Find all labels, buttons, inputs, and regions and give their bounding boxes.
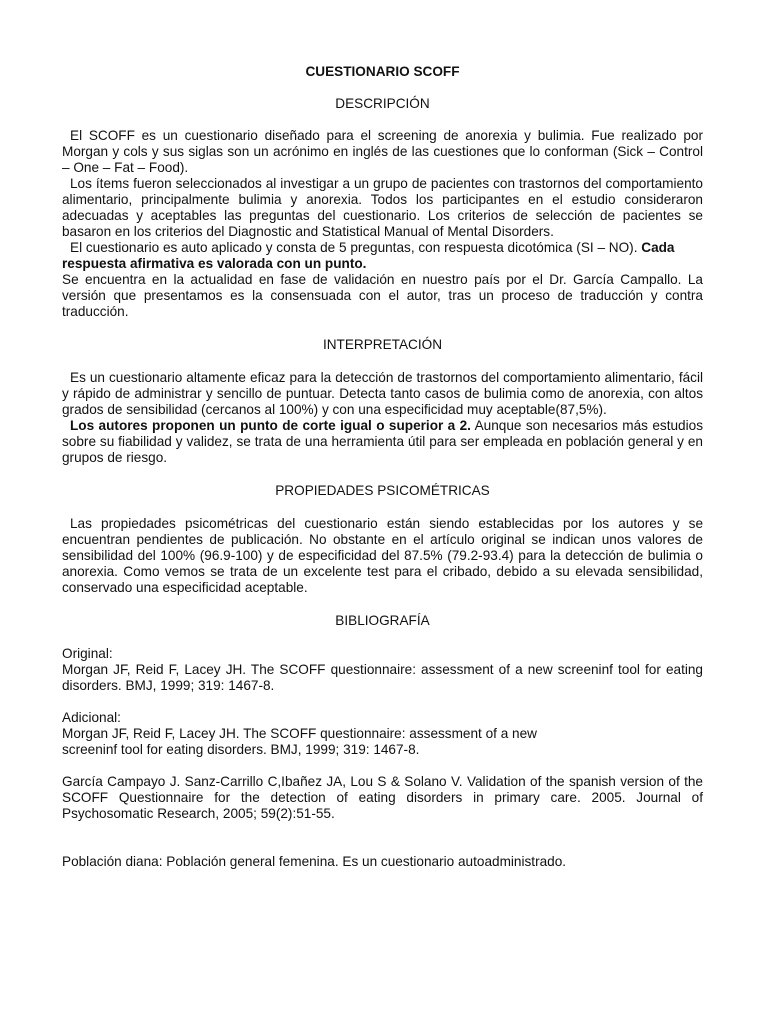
- spacer: [62, 822, 703, 854]
- interpretacion-paragraph-1: Es un cuestionario altamente eficaz para la detección de trastornos del comportamiento alimentario, fácil y rápido de administrar y sencillo de puntuar. Detecta tanto casos de bulimia como de anorexia, con altos grados de sensibilidad (cercanos al 100%) y con una especificidad muy aceptable(87,5%).: [62, 370, 703, 417]
- heading-propiedades: PROPIEDADES PSICOMÉTRICAS: [275, 483, 490, 498]
- propiedades-paragraph-1: Las propiedades psicométricas del cuestionario están siendo establecidas por los autores y se encuentran pendientes de publicación. No obstante en el artículo original se indican unos valores de sensibilidad del 100% (96.9-100) y de especificidad del 87.5% (79.2-93.4) para la detección de bulimia o anorexia. Como vemos se trata de un excelente test para el cribado, debido a su elevada sensibilidad, conservado una especificidad aceptable.: [62, 516, 703, 595]
- descripcion-paragraph-2: Los ítems fueron seleccionados al investigar a un grupo de pacientes con trastornos del comportamiento alimentario, principalmente bulimia y anorexia. Todos los participantes en el estudio consideraron adecuadas y aceptables las preguntas del cuestionario. Los criterios de selección de pacientes se basaron en los criterios del Diagnostic and Statistical Manual of Mental Disorders.: [62, 176, 703, 239]
- descripcion-paragraph-3: [62, 240, 703, 272]
- bibliografia-original-label: Original:: [62, 646, 113, 661]
- bibliografia-original-ref: Morgan JF, Reid F, Lacey JH. The SCOFF questionnaire: assessment of a new screeninf tool for eating disorders. BMJ, 1999; 319: 1467-8.: [62, 662, 703, 693]
- descripcion-p3-text: El cuestionario es auto aplicado y consta de 5 preguntas, con respuesta dicotómica (SI – NO).: [70, 240, 642, 255]
- bibliografia-adicional-label: Adicional:: [62, 710, 121, 725]
- spacer: [62, 694, 703, 710]
- heading-descripcion: DESCRIPCIÓN: [335, 96, 430, 111]
- spacer: [62, 758, 703, 774]
- interpretacion-p2-text: Aunque son necesarios más estudios sobre su fiabilidad y validez, se trata de una herramienta útil para ser empleada en población general y en grupos de riesgo.: [62, 418, 703, 465]
- bibliografia-garcia-ref: García Campayo J. Sanz-Carrillo C,Ibañez JA, Lou S & Solano V. Validation of the spanish version of the SCOFF Questionnaire for the detection of eating disorders in primary care. 2005. Journal of Psychosomatic Research, 2005; 59(2):51-55.: [62, 774, 703, 821]
- poblacion-diana: Población diana: Población general femenina. Es un cuestionario autoadministrado.: [62, 854, 567, 869]
- document-page: [62, 64, 703, 870]
- descripcion-paragraph-4: Se encuentra en la actualidad en fase de validación en nuestro país por el Dr. García Campallo. La versión que presentamos es la consensuada con el autor, tras un proceso de traducción y contra traducción.: [62, 272, 703, 319]
- descripcion-paragraph-1: El SCOFF es un cuestionario diseñado para el screening de anorexia y bulimia. Fue realizado por Morgan y cols y sus siglas son un acrónimo en inglés de las cuestiones que lo conforman (Sick – Control – One – Fat – Food).: [62, 128, 703, 175]
- heading-interpretacion: INTERPRETACIÓN: [322, 337, 443, 352]
- interpretacion-p2-bold: Los autores proponen un punto de corte igual o superior a 2.: [70, 418, 471, 433]
- heading-bibliografia: BIBLIOGRAFÍA: [335, 613, 430, 628]
- bibliografia-adicional-line-1: Morgan JF, Reid F, Lacey JH. The SCOFF questionnaire: assessment of a new: [62, 726, 537, 741]
- descripcion-p3-bold: Cada respuesta afirmativa es valorada con un punto.: [62, 240, 675, 271]
- document-title: CUESTIONARIO SCOFF: [305, 64, 460, 79]
- bibliografia-adicional-line-2: screeninf tool for eating disorders. BMJ, 1999; 319: 1467-8.: [62, 742, 420, 757]
- interpretacion-paragraph-2: [62, 418, 703, 466]
